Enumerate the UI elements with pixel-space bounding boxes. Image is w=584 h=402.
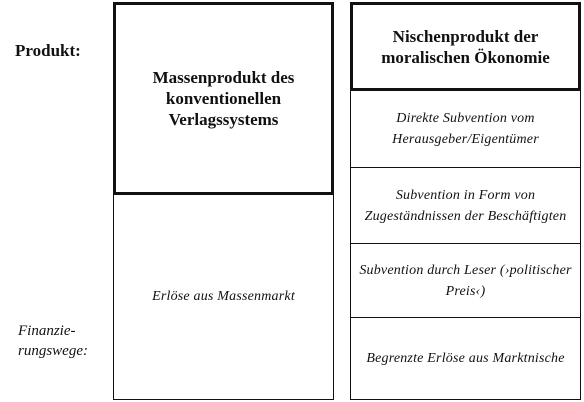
financing-cell-text: Subvention in Form von Zugeständnissen der Beschäftigten [364,187,567,224]
mass-market-financing-text: Erlöse aus Massenmarkt [152,288,295,304]
financing-cell-text: Direkte Subvention vom Herausgeber/Eigentümer [392,111,539,147]
financing-cell-reader-subsidy [351,244,580,318]
niche-financing-column [350,90,581,400]
financing-cell-text: Begrenzte Erlöse aus Marktnische [366,351,565,366]
mass-product-header-text: Massenprodukt des konventionellen Verlagssystems [152,68,295,129]
financing-cell-text: Subvention durch Leser (›politischer Preis‹) [359,262,572,299]
financing-cell-employee-concessions [351,168,580,244]
product-row-label: Produkt: [15,41,81,60]
niche-product-header-text: Nischenprodukt der moralischen Ökonomie [381,26,550,67]
financing-cell-owner-subsidy [351,91,580,168]
financing-cell-niche-revenue [351,318,580,399]
niche-product-header-box [350,2,581,91]
mass-market-financing-box [113,192,334,400]
financing-label-line1: Finanzie- [18,323,76,339]
financing-label-line2: rungswege: [18,343,88,359]
financing-row-label [18,321,98,361]
mass-product-header-box [113,2,334,195]
